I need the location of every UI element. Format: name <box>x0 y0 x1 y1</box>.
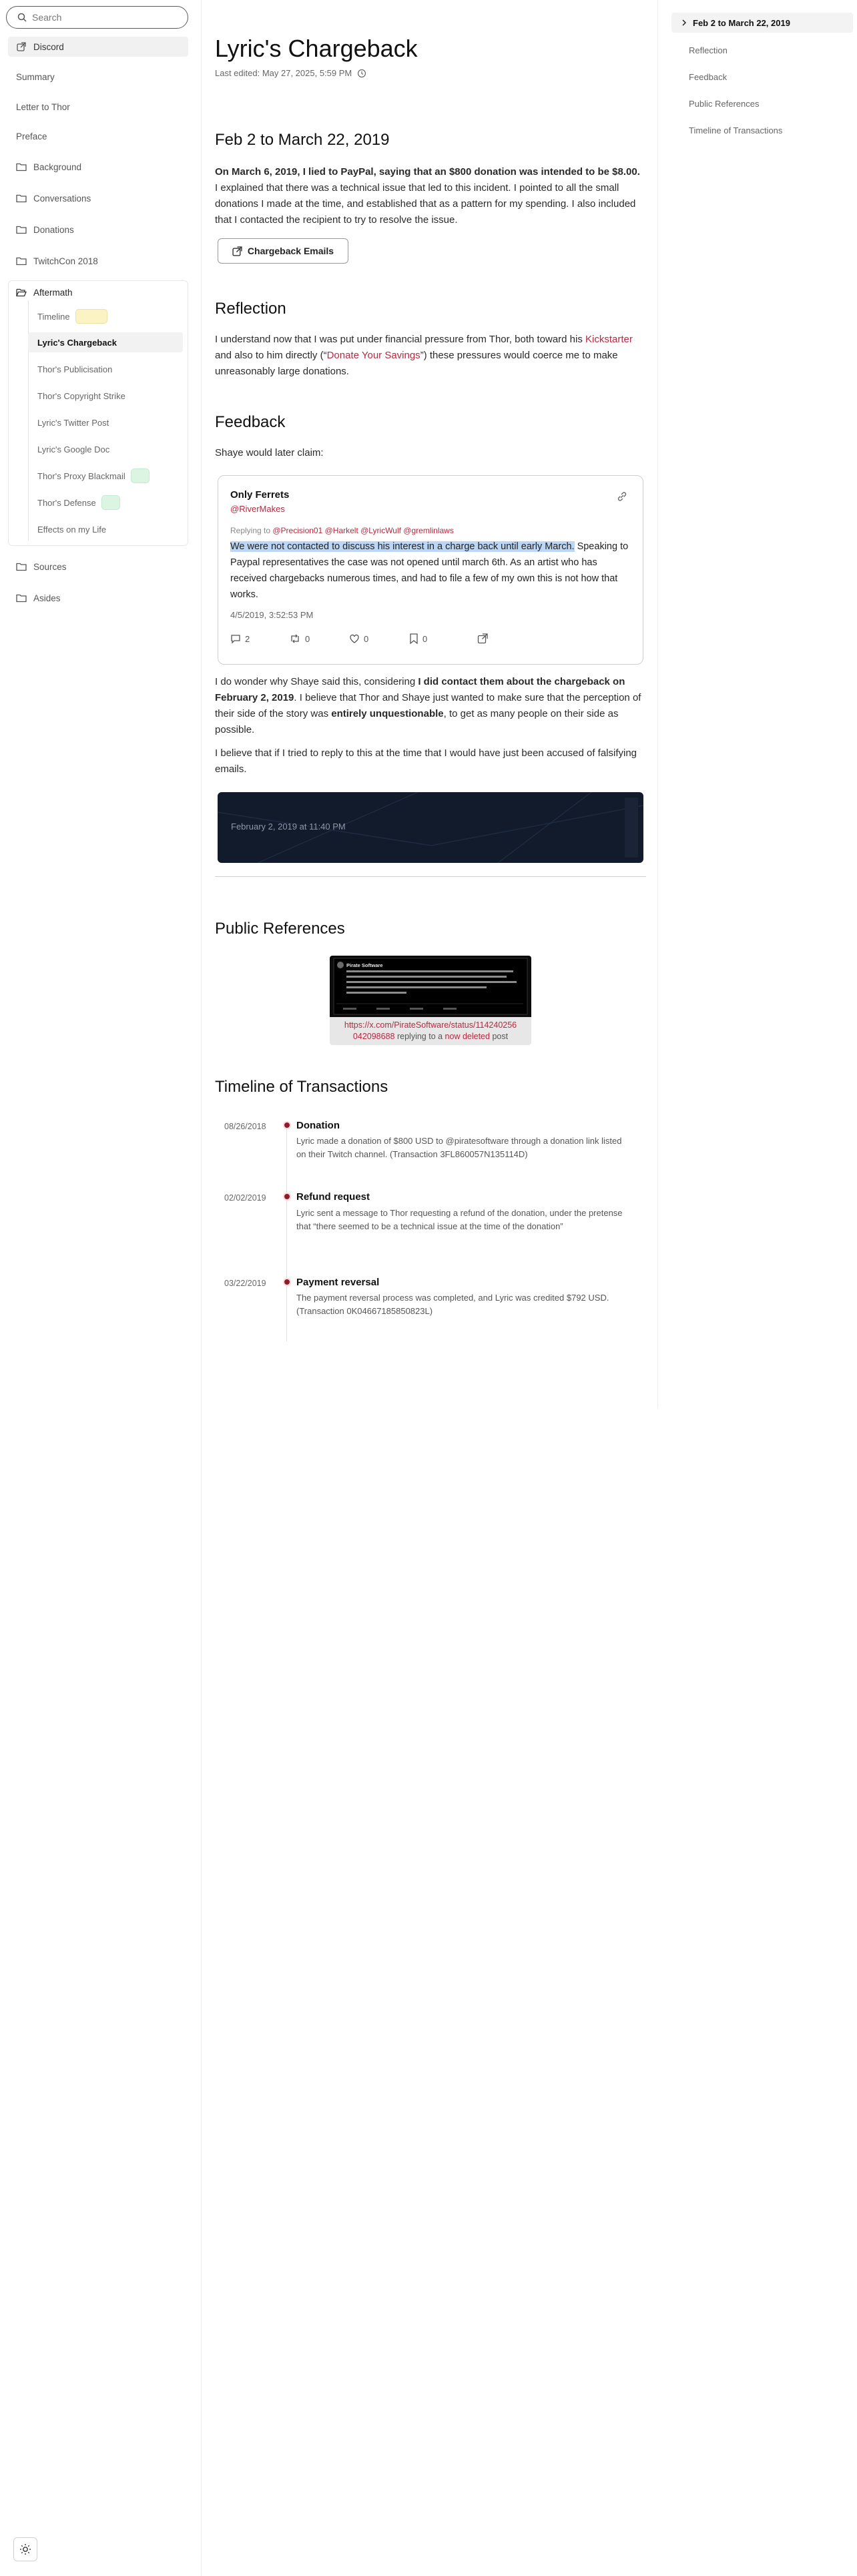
kickstarter-link[interactable]: Kickstarter <box>585 334 633 345</box>
heart-icon <box>349 633 360 644</box>
timeline-title: Donation <box>296 1120 340 1131</box>
timeline-dot <box>283 1278 291 1286</box>
sun-icon <box>19 2543 31 2555</box>
sidebar-item-discord[interactable] <box>8 37 188 57</box>
section-heading-references: Public References <box>215 920 345 938</box>
feedback-text-c: . I believe that Thor and Shaye just wanted to make sure that the perception of their side of the story was <box>215 692 641 719</box>
caption-end-text: post <box>489 1032 509 1041</box>
tweet-author-handle[interactable]: @RiverMakes <box>230 504 285 514</box>
sidebar-item-label: Lyric's Google Doc <box>37 444 110 454</box>
sidebar-item-label: Summary <box>16 71 55 82</box>
timeline-desc: Lyric made a donation of $800 USD to @piratesoftware through a donation link listed on their Twitch channel. (Transaction 3FL860057N135114D) <box>296 1136 622 1159</box>
timeline-date: 08/26/2018 <box>224 1122 266 1131</box>
folder-icon <box>16 224 27 235</box>
timeline-dot <box>283 1121 291 1129</box>
tweet-screenshot-account: Pirate Software <box>346 962 383 968</box>
sidebar-sub-thors-defense[interactable] <box>28 493 182 513</box>
search-placeholder: Search <box>32 12 62 23</box>
toc-item-label: Reflection <box>689 45 728 55</box>
feedback-paragraph-1 <box>215 674 642 738</box>
sidebar-item-label: Thor's Defense <box>37 497 96 508</box>
toc-item-feedback[interactable] <box>671 67 853 87</box>
sidebar-item-aftermath[interactable] <box>8 282 188 302</box>
feedback-text-a: I do wonder why Shaye said this, considering <box>215 676 418 687</box>
status-badge <box>75 309 107 324</box>
sidebar-sub-timeline[interactable] <box>28 306 182 326</box>
reference-url-part-2[interactable]: 042098688 <box>352 1032 395 1041</box>
section-heading-feedback: Feedback <box>215 413 286 431</box>
replying-to-handles[interactable]: @Precision01 @Harkelt @LyricWulf @gremlinlaws <box>272 526 454 535</box>
table-of-contents <box>657 0 857 1408</box>
embedded-tweet <box>218 475 643 665</box>
reply-count: 2 <box>245 633 250 644</box>
last-edited-text: Last edited: May 27, 2025, 5:59 PM <box>215 68 352 78</box>
bookmark-icon <box>409 633 418 644</box>
folder-icon <box>16 593 27 603</box>
reflection-text-3: ”) these pressures would coerce me to make unreasonably large donations. <box>215 350 618 377</box>
last-edited <box>215 68 366 78</box>
sidebar-sub-lyrics-twitter-post[interactable] <box>28 412 182 432</box>
sidebar-sub-thors-publicisation[interactable] <box>28 359 182 379</box>
folder-icon <box>16 256 27 266</box>
email-video-embed[interactable] <box>218 792 643 863</box>
sidebar-sub-lyrics-chargeback[interactable] <box>28 332 183 352</box>
toc-item-public-references[interactable] <box>671 93 853 113</box>
toc-item-label: Feedback <box>689 71 728 82</box>
sidebar-item-label: Donations <box>33 224 74 235</box>
chargeback-emails-button[interactable] <box>218 238 348 264</box>
theme-toggle-button[interactable] <box>13 2537 37 2561</box>
sidebar-item-twitchcon[interactable] <box>8 251 188 271</box>
timeline-title: Payment reversal <box>296 1277 380 1288</box>
tweet-body-text: Speaking to Paypal representatives the case was not opened until march 6th. As an artist who has received chargebacks numerous times, and had to file a few of my own this is not how that works. <box>230 541 629 600</box>
tweet-date: 4/5/2019, 3:52:53 PM <box>230 610 314 620</box>
retweet-icon <box>289 633 301 644</box>
sidebar-item-label: Thor's Proxy Blackmail <box>37 470 125 481</box>
tweet-author-name[interactable]: Only Ferrets <box>230 489 290 501</box>
search-icon <box>17 13 27 22</box>
toc-item-label: Feb 2 to March 22, 2019 <box>693 17 790 28</box>
reply-action[interactable] <box>230 633 250 644</box>
tweet-screenshot-graphic <box>330 956 531 1017</box>
tweet-actions <box>230 633 497 649</box>
timeline-date: 03/22/2019 <box>224 1279 266 1288</box>
sidebar-item-label: Discord <box>33 41 64 52</box>
retweet-count: 0 <box>305 633 310 644</box>
status-badge <box>101 495 120 510</box>
sidebar-item-sources[interactable] <box>8 557 188 577</box>
status-badge <box>131 468 150 483</box>
sidebar-item-conversations[interactable] <box>8 188 188 208</box>
left-sidebar <box>0 0 202 2576</box>
sidebar-item-label: Lyric's Twitter Post <box>37 417 109 428</box>
feedback-text-e: , to get as many people on their side as possible. <box>215 708 619 735</box>
history-icon[interactable] <box>357 69 366 78</box>
external-link-icon <box>16 41 27 52</box>
bookmark-count: 0 <box>422 633 428 644</box>
sidebar-item-label: Aftermath <box>33 287 73 298</box>
sidebar-item-label: Background <box>33 162 82 172</box>
toc-item-label: Public References <box>689 98 760 109</box>
deleted-post-link[interactable]: now deleted <box>445 1032 490 1041</box>
sidebar-item-label: Conversations <box>33 193 91 204</box>
replying-prefix: Replying to <box>230 526 273 535</box>
bookmark-action[interactable] <box>409 633 427 644</box>
feb-paragraph <box>215 164 642 228</box>
sidebar-item-label: Lyric's Chargeback <box>37 337 117 348</box>
share-action[interactable] <box>477 633 488 644</box>
sidebar-sub-thors-copyright-strike[interactable] <box>28 386 182 406</box>
sidebar-sub-effects-on-my-life[interactable] <box>28 519 182 539</box>
tweet-screenshot-image[interactable] <box>330 956 531 1017</box>
tweet-body <box>230 539 631 603</box>
retweet-action[interactable] <box>289 633 310 644</box>
feb-bold-text: On March 6, 2019, I lied to PayPal, saying that an $800 donation was intended to be $8.00. <box>215 166 640 178</box>
feedback-text-b: I did contact them about the chargeback on February 2, 2019 <box>215 676 625 703</box>
reference-caption <box>330 1017 531 1045</box>
sidebar-sub-lyrics-google-doc[interactable] <box>28 439 182 459</box>
share-icon <box>477 633 488 644</box>
sidebar-item-preface[interactable] <box>8 126 188 146</box>
sidebar-item-letter-to-thor[interactable] <box>8 97 188 117</box>
feedback-paragraph-2: I believe that if I tried to reply to this at the time that I would have just been accused of falsifying emails. <box>215 747 637 775</box>
donate-your-savings-link[interactable]: Donate Your Savings <box>326 350 420 361</box>
sidebar-item-label: Letter to Thor <box>16 101 70 112</box>
search-input[interactable] <box>6 6 188 29</box>
sidebar-item-label: Sources <box>33 561 67 572</box>
like-count: 0 <box>364 633 369 644</box>
sidebar-item-label: Thor's Copyright Strike <box>37 390 125 401</box>
sidebar-item-background[interactable] <box>8 157 188 177</box>
video-timestamp: February 2, 2019 at 11:40 PM <box>231 822 346 832</box>
folder-icon <box>16 193 27 204</box>
reflection-text-1: I understand now that I was put under financial pressure from Thor, both toward his <box>215 334 586 345</box>
timeline-title: Refund request <box>296 1191 370 1203</box>
page-title: Lyric's Chargeback <box>215 35 418 62</box>
link-icon[interactable] <box>616 491 628 503</box>
timeline-dot <box>283 1193 291 1201</box>
chargeback-emails-label: Chargeback Emails <box>247 246 334 256</box>
toc-item-label: Timeline of Transactions <box>689 125 783 135</box>
caption-text: replying to a <box>394 1032 445 1041</box>
timeline-date: 02/02/2019 <box>224 1193 266 1203</box>
sidebar-item-label: Thor's Publicisation <box>37 364 113 374</box>
tweet-highlighted-text: We were not contacted to discuss his interest in a charge back until early March. <box>230 541 575 552</box>
sidebar-item-label: Effects on my Life <box>37 524 107 535</box>
sidebar-item-label: Preface <box>16 131 47 141</box>
toc-item-timeline[interactable] <box>671 120 853 140</box>
reply-icon <box>230 633 241 644</box>
reflection-text-2: and also to him directly (“ <box>215 350 327 361</box>
feedback-text-d: entirely unquestionable <box>331 708 444 719</box>
reflection-paragraph <box>215 332 642 380</box>
section-heading-feb: Feb 2 to March 22, 2019 <box>215 131 390 149</box>
toc-item-feb[interactable] <box>671 13 853 33</box>
tweet-replying-to <box>230 526 454 535</box>
feedback-intro: Shaye would later claim: <box>215 447 324 458</box>
sidebar-sub-thors-proxy-blackmail[interactable] <box>28 466 182 486</box>
sidebar-item-donations[interactable] <box>8 220 188 240</box>
toc-item-reflection[interactable] <box>671 40 853 60</box>
sidebar-item-label: Asides <box>33 593 61 603</box>
section-heading-timeline: Timeline of Transactions <box>215 1078 388 1096</box>
section-divider <box>215 876 646 877</box>
timeline-line <box>286 1128 287 1341</box>
feb-rest-text: I explained that there was a technical issue that led to this incident. I pointed to all the small donations I made at the time, and established that as a pattern for my spending. I also included that I contacted the recipient to try to resolve the issue. <box>215 182 636 226</box>
sidebar-item-label: TwitchCon 2018 <box>33 256 98 266</box>
sidebar-item-asides[interactable] <box>8 588 188 608</box>
like-action[interactable] <box>349 633 368 644</box>
timeline-desc: Lyric sent a message to Thor requesting a refund of the donation, under the pretense that “there seemed to be a technical issue at the time of the donation” <box>296 1208 623 1231</box>
folder-icon <box>16 162 27 172</box>
chevron-right-icon <box>681 19 687 26</box>
sidebar-item-summary[interactable] <box>8 67 188 87</box>
sidebar-item-label: Timeline <box>37 311 70 322</box>
folder-open-icon <box>16 287 27 298</box>
folder-icon <box>16 561 27 572</box>
timeline-desc: The payment reversal process was completed, and Lyric was credited $792 USD. (Transaction 0K04667185850823L) <box>296 1293 609 1316</box>
reference-url-part-1[interactable]: https://x.com/PirateSoftware/status/114240256 <box>344 1020 517 1030</box>
section-heading-reflection: Reflection <box>215 300 286 318</box>
external-link-icon <box>232 246 242 256</box>
